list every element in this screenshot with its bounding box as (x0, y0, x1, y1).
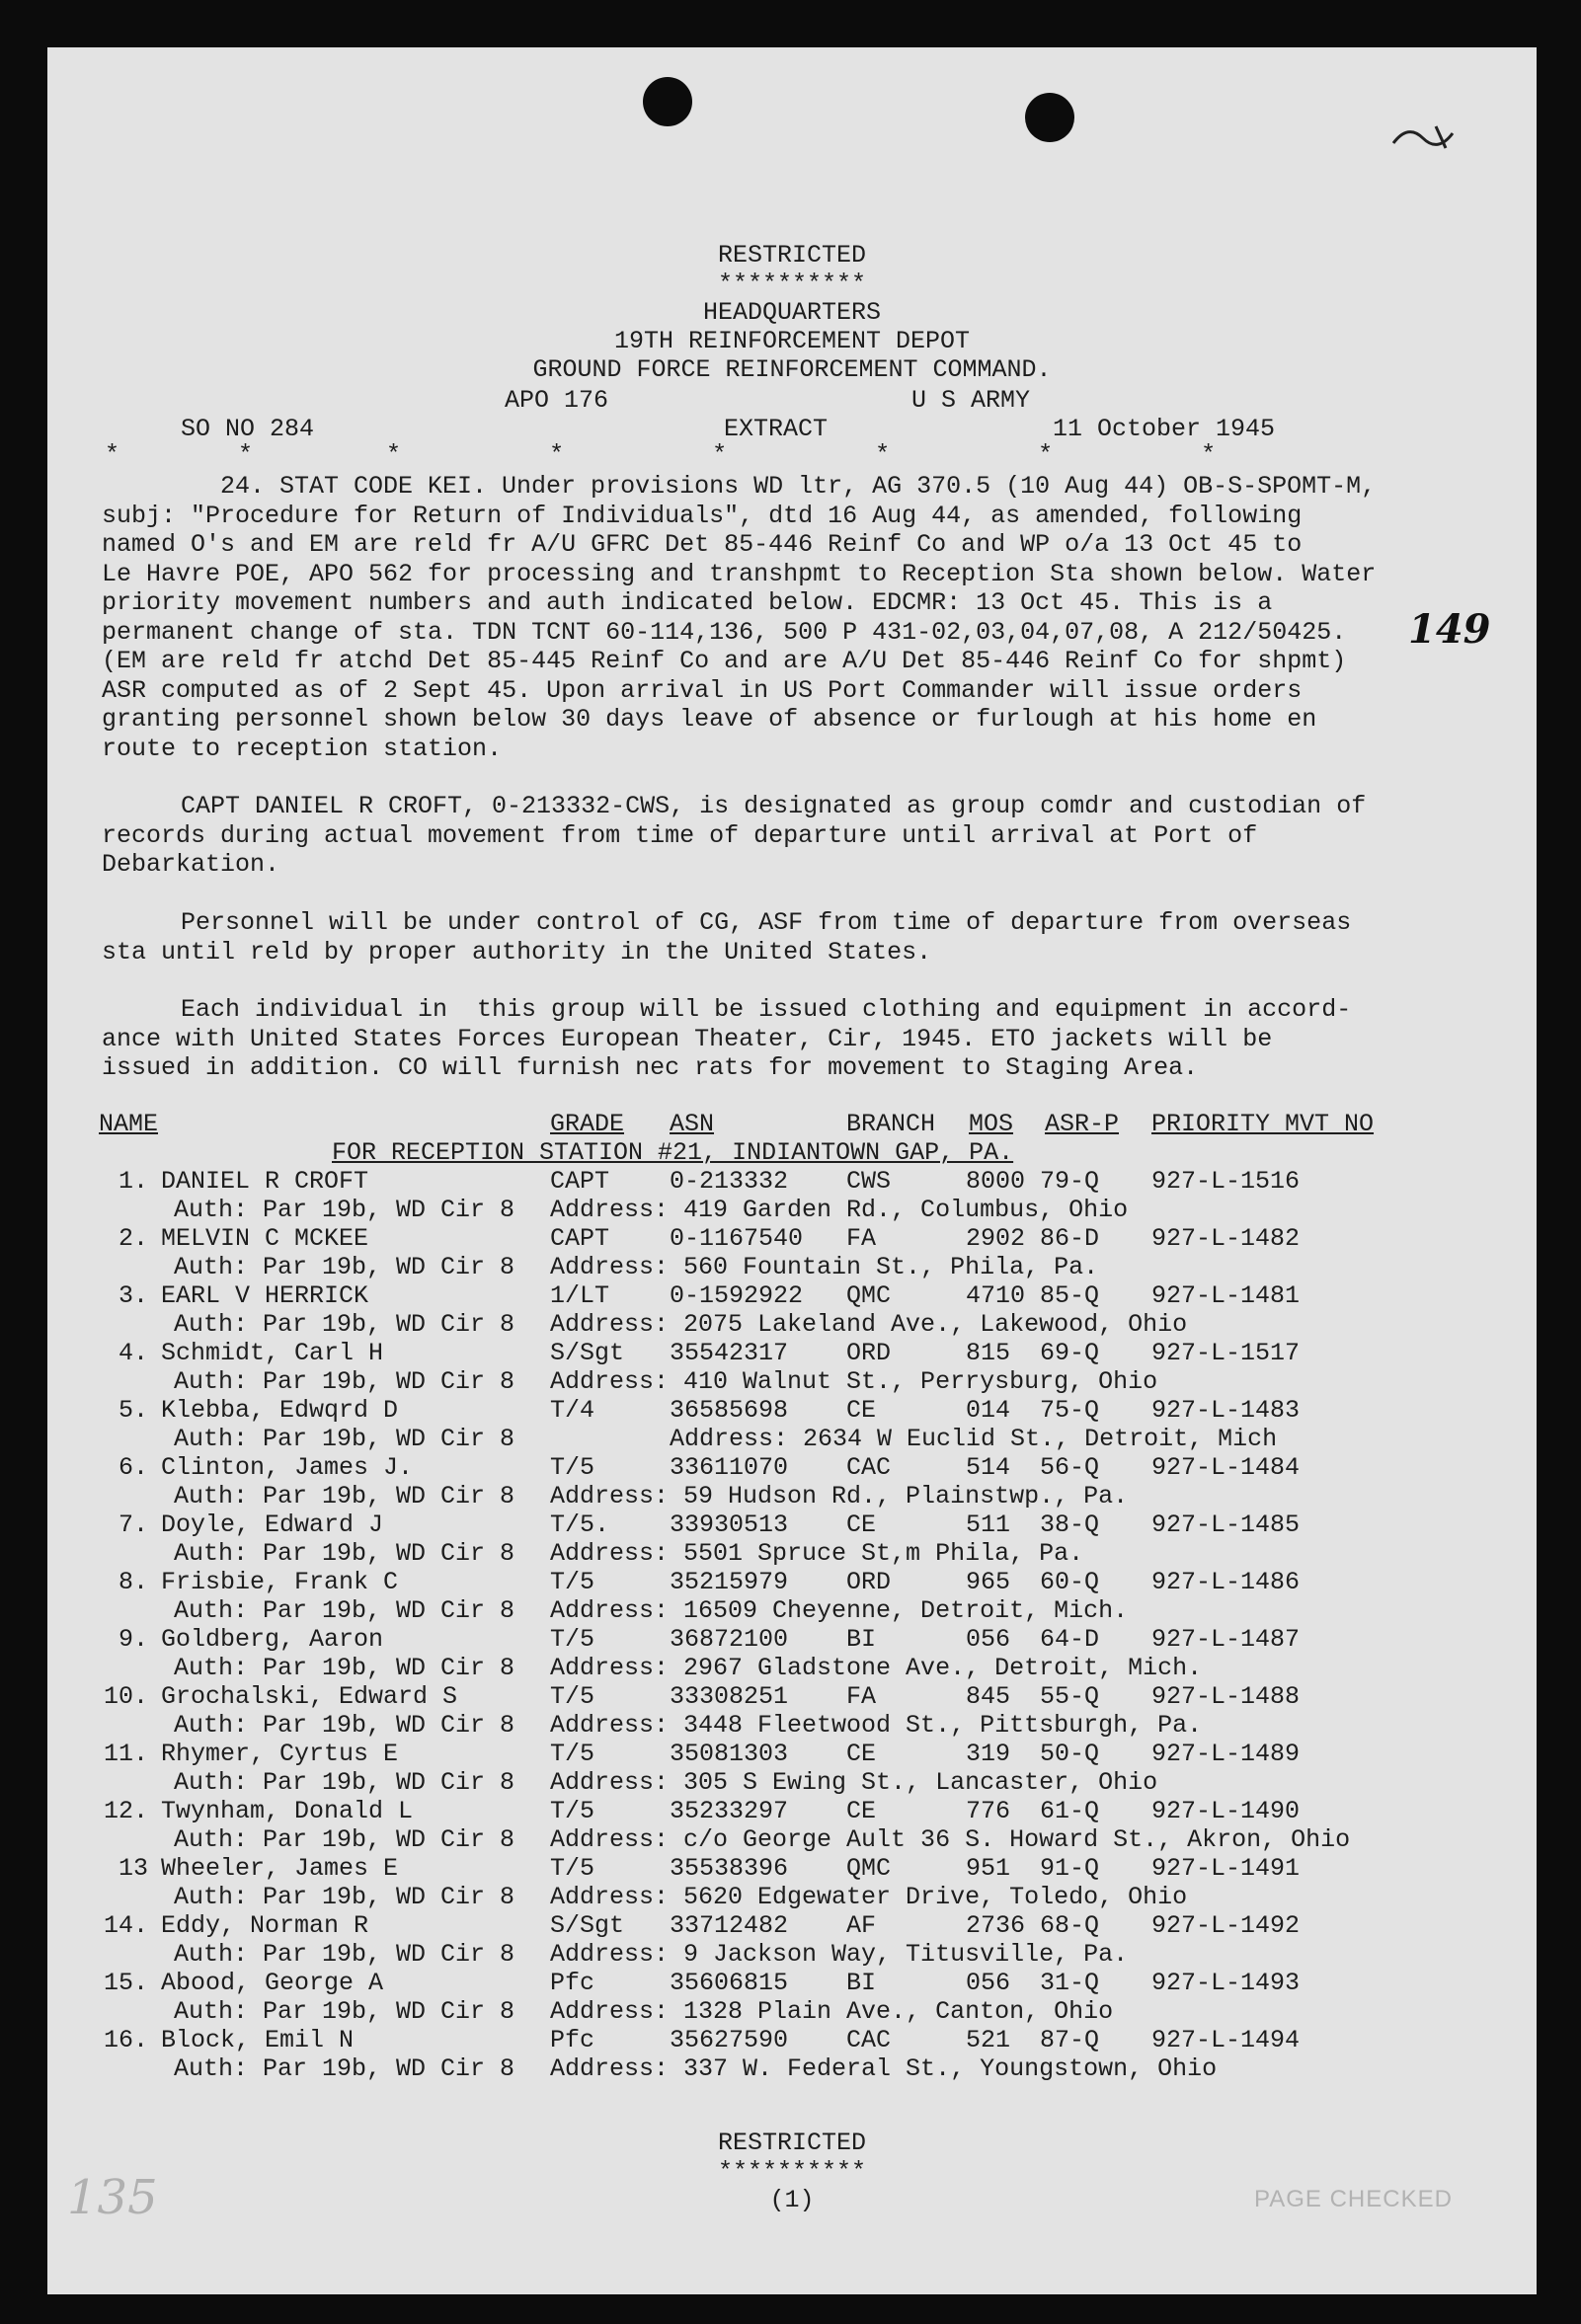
grade: T/5 (550, 1797, 595, 1825)
asr: 86-D (1040, 1224, 1100, 1253)
row-number: 9. (118, 1625, 148, 1654)
branch: CAC (846, 1453, 892, 1482)
table-row (47, 1511, 1537, 1539)
branch: FA (846, 1682, 877, 1711)
address: Address: 59 Hudson Rd., Plainstwp., Pa. (550, 1482, 1129, 1511)
table-row-detail (47, 1482, 1537, 1511)
authority: Auth: Par 19b, WD Cir 8 (174, 1596, 515, 1625)
handwritten-number: 135 (67, 2170, 158, 2225)
paragraph-line: route to reception station. (102, 734, 503, 763)
branch: ORD (846, 1339, 892, 1367)
grade: T/5 (550, 1453, 595, 1482)
table-row (47, 1797, 1537, 1825)
address: Address: 5501 Spruce St,m Phila, Pa. (550, 1539, 1084, 1568)
address: Address: 560 Fountain St., Phila, Pa. (550, 1253, 1099, 1281)
branch: CAC (846, 2026, 892, 2054)
paragraph-control (102, 908, 1484, 967)
table-row (47, 1281, 1537, 1310)
row-number: 3. (118, 1281, 148, 1310)
asr: 85-Q (1040, 1281, 1100, 1310)
mos: 319 (966, 1740, 1011, 1768)
mos: 014 (966, 1396, 1011, 1425)
asr: 31-Q (1040, 1969, 1100, 1997)
row-number: 13 (118, 1854, 148, 1883)
priority-number: 927-L-1487 (1151, 1625, 1301, 1654)
table-row (47, 1167, 1537, 1196)
grade: T/5 (550, 1740, 595, 1768)
mos: 776 (966, 1797, 1011, 1825)
asn: 0-1592922 (670, 1281, 804, 1310)
punch-hole (643, 77, 692, 126)
table-row-detail (47, 1997, 1537, 2026)
document-page (47, 47, 1537, 2294)
table-row (47, 1568, 1537, 1596)
paragraph-line: records during actual movement from time of departure until arrival at Port of (102, 820, 1258, 850)
asr: 87-Q (1040, 2026, 1100, 2054)
table-row (47, 1740, 1537, 1768)
asr: 64-D (1040, 1625, 1100, 1654)
authority: Auth: Par 19b, WD Cir 8 (174, 1883, 515, 1911)
pen-mark-icon (1388, 118, 1458, 158)
row-number: 7. (118, 1511, 148, 1539)
paragraph-line: granting personnel shown below 30 days leave of absence or furlough at his home en (102, 705, 1317, 734)
table-row-detail (47, 1654, 1537, 1682)
authority: Auth: Par 19b, WD Cir 8 (174, 1367, 515, 1396)
priority-number: 927-L-1489 (1151, 1740, 1301, 1768)
person-name: Rhymer, Cyrtus E (161, 1740, 399, 1768)
paragraph-line: subj: "Procedure for Return of Individuals", dtd 16 Aug 44, as amended, following (102, 501, 1303, 530)
table-row-detail (47, 1940, 1537, 1969)
row-number: 11. (103, 1740, 148, 1768)
priority-number: 927-L-1491 (1151, 1854, 1301, 1883)
priority-number: 927-L-1492 (1151, 1911, 1301, 1940)
table-row (47, 2026, 1537, 2054)
paragraph-line: Le Havre POE, APO 562 for processing and transhpmt to Reception Sta shown below. Water (102, 559, 1377, 588)
priority-number: 927-L-1488 (1151, 1682, 1301, 1711)
row-number: 5. (118, 1396, 148, 1425)
table-row (47, 1969, 1537, 1997)
punch-hole (1025, 93, 1074, 142)
asn: 0-1167540 (670, 1224, 804, 1253)
army-label: U S ARMY (911, 386, 1031, 415)
branch: CE (846, 1797, 877, 1825)
mos: 2736 (966, 1911, 1026, 1940)
table-row-detail (47, 1596, 1537, 1625)
mos: 511 (966, 1511, 1011, 1539)
mos: 8000 (966, 1167, 1026, 1196)
branch: BI (846, 1625, 877, 1654)
asr: 79-Q (1040, 1167, 1100, 1196)
document-header (47, 241, 1537, 384)
asn: 36872100 (670, 1625, 789, 1654)
table-row-detail (47, 1539, 1537, 1568)
paragraph-line: (EM are reld fr atchd Det 85-445 Reinf Co and are A/U Det 85-446 Reinf Co for shpmt) (102, 647, 1347, 675)
branch: ORD (846, 1568, 892, 1596)
person-name: Wheeler, James E (161, 1854, 399, 1883)
table-row (47, 1396, 1537, 1425)
table-header (47, 1110, 1537, 1139)
paragraph-line: ASR computed as of 2 Sept 45. Upon arrival in US Port Commander will issue orders (102, 675, 1303, 705)
address: Address: 5620 Edgewater Drive, Toledo, Ohio (550, 1883, 1188, 1911)
grade: T/5 (550, 1625, 595, 1654)
row-number: 10. (103, 1682, 148, 1711)
authority: Auth: Par 19b, WD Cir 8 (174, 1825, 515, 1854)
priority-number: 927-L-1484 (1151, 1453, 1301, 1482)
table-row-detail (47, 1253, 1537, 1281)
address: Address: 419 Garden Rd., Columbus, Ohio (550, 1196, 1129, 1224)
header-name: NAME (99, 1110, 159, 1138)
paragraph-group-commander (102, 792, 1484, 880)
grade: T/4 (550, 1396, 595, 1425)
paragraph-line: priority movement numbers and auth indicated below. EDCMR: 13 Oct 45. This is a (102, 588, 1273, 617)
header-grade: GRADE (550, 1110, 625, 1138)
branch: CE (846, 1740, 877, 1768)
person-name: Block, Emil N (161, 2026, 355, 2054)
asn: 35606815 (670, 1969, 789, 1997)
table-row-detail (47, 1883, 1537, 1911)
apo-number: APO 176 (505, 386, 609, 415)
authority: Auth: Par 19b, WD Cir 8 (174, 1310, 515, 1339)
authority: Auth: Par 19b, WD Cir 8 (174, 1482, 515, 1511)
priority-number: 927-L-1481 (1151, 1281, 1301, 1310)
header-line: GROUND FORCE REINFORCEMENT COMMAND. (532, 355, 1052, 384)
person-name: Schmidt, Carl H (161, 1339, 384, 1367)
header-mos: MOS (969, 1110, 1014, 1138)
header-asn: ASN (670, 1110, 715, 1138)
grade: S/Sgt (550, 1911, 625, 1940)
row-number: 12. (103, 1797, 148, 1825)
priority-number: 927-L-1483 (1151, 1396, 1301, 1425)
classification-bottom: RESTRICTED (717, 2129, 867, 2157)
asn: 35233297 (670, 1797, 789, 1825)
asn: 0-213332 (670, 1167, 789, 1196)
mos: 951 (966, 1854, 1011, 1883)
mos: 2902 (966, 1224, 1026, 1253)
table-row-detail (47, 1425, 1537, 1453)
person-name: DANIEL R CROFT (161, 1167, 369, 1196)
address: Address: 2634 W Euclid St., Detroit, Mich (670, 1425, 1278, 1453)
authority: Auth: Par 19b, WD Cir 8 (174, 1940, 515, 1969)
mos: 965 (966, 1568, 1011, 1596)
priority-number: 927-L-1494 (1151, 2026, 1301, 2054)
paragraph-line: Each individual in this group will be issued clothing and equipment in accord- (181, 995, 1352, 1024)
grade: Pfc (550, 1969, 595, 1997)
asn: 33611070 (670, 1453, 789, 1482)
row-number: 1. (118, 1167, 148, 1196)
table-row (47, 1224, 1537, 1253)
row-number: 6. (118, 1453, 148, 1482)
row-number: 4. (118, 1339, 148, 1367)
person-name: Goldberg, Aaron (161, 1625, 384, 1654)
table-row-detail (47, 1768, 1537, 1797)
address: Address: 3448 Fleetwood St., Pittsburgh, Pa. (550, 1711, 1203, 1740)
priority-number: 927-L-1482 (1151, 1224, 1301, 1253)
paragraph-line: 24. STAT CODE KEI. Under provisions WD ltr, AG 370.5 (10 Aug 44) OB-S-SPOMT-M, (220, 472, 1377, 501)
person-name: EARL V HERRICK (161, 1281, 369, 1310)
page-checked-stamp: PAGE CHECKED (1254, 2186, 1453, 2212)
header-asr: ASR-P (1045, 1110, 1120, 1138)
authority: Auth: Par 19b, WD Cir 8 (174, 1196, 515, 1224)
grade: T/5. (550, 1511, 610, 1539)
footer-stars: ********** (717, 2157, 867, 2186)
special-order-number: SO NO 284 (181, 415, 315, 443)
authority: Auth: Par 19b, WD Cir 8 (174, 1711, 515, 1740)
table-row (47, 1854, 1537, 1883)
asn: 36585698 (670, 1396, 789, 1425)
authority: Auth: Par 19b, WD Cir 8 (174, 1253, 515, 1281)
person-name: Grochalski, Edward S (161, 1682, 458, 1711)
table-row-detail (47, 2054, 1537, 2083)
person-name: Eddy, Norman R (161, 1911, 369, 1940)
person-name: Twynham, Donald L (161, 1797, 414, 1825)
branch: CE (846, 1396, 877, 1425)
grade: T/5 (550, 1854, 595, 1883)
branch: BI (846, 1969, 877, 1997)
order-date: 11 October 1945 (1053, 415, 1276, 443)
asr: 56-Q (1040, 1453, 1100, 1482)
priority-number: 927-L-1517 (1151, 1339, 1301, 1367)
mos: 056 (966, 1969, 1011, 1997)
paragraph-24 (102, 472, 1484, 763)
priority-number: 927-L-1485 (1151, 1511, 1301, 1539)
row-number: 15. (103, 1969, 148, 1997)
header-priority: PRIORITY MVT NO (1151, 1110, 1375, 1138)
mos: 521 (966, 2026, 1011, 2054)
asr: 38-Q (1040, 1511, 1100, 1539)
header-line: HEADQUARTERS (702, 298, 882, 327)
row-number: 8. (118, 1568, 148, 1596)
authority: Auth: Par 19b, WD Cir 8 (174, 1539, 515, 1568)
paragraph-clothing (102, 995, 1484, 1083)
branch: QMC (846, 1281, 892, 1310)
authority: Auth: Par 19b, WD Cir 8 (174, 1768, 515, 1797)
mos: 056 (966, 1625, 1011, 1654)
priority-number: 927-L-1486 (1151, 1568, 1301, 1596)
asr: 69-Q (1040, 1339, 1100, 1367)
row-number: 2. (118, 1224, 148, 1253)
branch: QMC (846, 1854, 892, 1883)
table-row (47, 1453, 1537, 1482)
person-name: Frisbie, Frank C (161, 1568, 399, 1596)
mos: 4710 (966, 1281, 1026, 1310)
address: Address: 1328 Plain Ave., Canton, Ohio (550, 1997, 1114, 2026)
grade: T/5 (550, 1682, 595, 1711)
branch: CWS (846, 1167, 892, 1196)
branch: FA (846, 1224, 877, 1253)
header-branch: BRANCH (846, 1110, 936, 1138)
asn: 35538396 (670, 1854, 789, 1883)
address: Address: 2075 Lakeland Ave., Lakewood, Ohio (550, 1310, 1188, 1339)
priority-number: 927-L-1516 (1151, 1167, 1301, 1196)
stars-divider: * * * * * * * * (105, 440, 1217, 469)
table-row (47, 1339, 1537, 1367)
address: Address: 9 Jackson Way, Titusville, Pa. (550, 1940, 1129, 1969)
asr: 68-Q (1040, 1911, 1100, 1940)
paragraph-line: CAPT DANIEL R CROFT, 0-213332-CWS, is designated as group comdr and custodian of (181, 792, 1367, 820)
grade: S/Sgt (550, 1339, 625, 1367)
table-row (47, 1911, 1537, 1940)
mos: 845 (966, 1682, 1011, 1711)
paragraph-line: Debarkation. (102, 850, 280, 879)
address: Address: c/o George Ault 36 S. Howard St., Akron, Ohio (550, 1825, 1351, 1854)
margin-number: 149 (1408, 606, 1491, 653)
asn: 33930513 (670, 1511, 789, 1539)
header-stars: ********** (717, 270, 867, 298)
person-name: Doyle, Edward J (161, 1511, 384, 1539)
person-name: Klebba, Edwqrd D (161, 1396, 399, 1425)
table-row-detail (47, 1196, 1537, 1224)
classification-top: RESTRICTED (717, 241, 867, 270)
asr: 61-Q (1040, 1797, 1100, 1825)
address: Address: 337 W. Federal St., Youngstown, Ohio (550, 2054, 1218, 2083)
grade: T/5 (550, 1568, 595, 1596)
authority: Auth: Par 19b, WD Cir 8 (174, 1997, 515, 2026)
asn: 33712482 (670, 1911, 789, 1940)
authority: Auth: Par 19b, WD Cir 8 (174, 2054, 515, 2083)
person-name: Abood, George A (161, 1969, 384, 1997)
address: Address: 305 S Ewing St., Lancaster, Ohio (550, 1768, 1158, 1797)
authority: Auth: Par 19b, WD Cir 8 (174, 1425, 515, 1453)
person-name: MELVIN C MCKEE (161, 1224, 369, 1253)
paragraph-line: permanent change of sta. TDN TCNT 60-114,136, 500 P 431-02,03,04,07,08, A 212/50425. (102, 617, 1347, 647)
page-number: (1) (769, 2186, 815, 2214)
person-name: Clinton, James J. (161, 1453, 414, 1482)
priority-number: 927-L-1493 (1151, 1969, 1301, 1997)
header-line: 19TH REINFORCEMENT DEPOT (613, 327, 971, 355)
paragraph-line: named O's and EM are reld fr A/U GFRC Det 85-446 Reinf Co and WP o/a 13 Oct 45 to (102, 530, 1303, 559)
asn: 35542317 (670, 1339, 789, 1367)
address: Address: 16509 Cheyenne, Detroit, Mich. (550, 1596, 1129, 1625)
extract-label: EXTRACT (724, 415, 829, 443)
paragraph-line: Personnel will be under control of CG, ASF from time of departure from overseas (181, 908, 1352, 937)
asn: 35215979 (670, 1568, 789, 1596)
asr: 91-Q (1040, 1854, 1100, 1883)
grade: Pfc (550, 2026, 595, 2054)
grade: CAPT (550, 1224, 610, 1253)
mos: 815 (966, 1339, 1011, 1367)
asr: 60-Q (1040, 1568, 1100, 1596)
table-row-detail (47, 1711, 1537, 1740)
asn: 35081303 (670, 1740, 789, 1768)
asr: 50-Q (1040, 1740, 1100, 1768)
paragraph-line: ance with United States Forces European Theater, Cir, 1945. ETO jackets will be (102, 1024, 1273, 1053)
table-row (47, 1625, 1537, 1654)
authority: Auth: Par 19b, WD Cir 8 (174, 1654, 515, 1682)
table-row-detail (47, 1367, 1537, 1396)
mos: 514 (966, 1453, 1011, 1482)
paragraph-line: issued in addition. CO will furnish nec rats for movement to Staging Area. (102, 1053, 1199, 1082)
row-number: 16. (103, 2026, 148, 2054)
address: Address: 2967 Gladstone Ave., Detroit, Mich. (550, 1654, 1203, 1682)
branch: CE (846, 1511, 877, 1539)
grade: CAPT (550, 1167, 610, 1196)
paragraph-line: sta until reld by proper authority in the United States. (102, 937, 932, 967)
table-row-detail (47, 1310, 1537, 1339)
asn: 35627590 (670, 2026, 789, 2054)
table-row-detail (47, 1825, 1537, 1854)
reception-station: FOR RECEPTION STATION #21, INDIANTOWN GAP, PA. (332, 1138, 1014, 1167)
row-number: 14. (103, 1911, 148, 1940)
asr: 55-Q (1040, 1682, 1100, 1711)
asr: 75-Q (1040, 1396, 1100, 1425)
branch: AF (846, 1911, 877, 1940)
table-row (47, 1682, 1537, 1711)
grade: 1/LT (550, 1281, 610, 1310)
priority-number: 927-L-1490 (1151, 1797, 1301, 1825)
address: Address: 410 Walnut St., Perrysburg, Ohio (550, 1367, 1158, 1396)
asn: 33308251 (670, 1682, 789, 1711)
